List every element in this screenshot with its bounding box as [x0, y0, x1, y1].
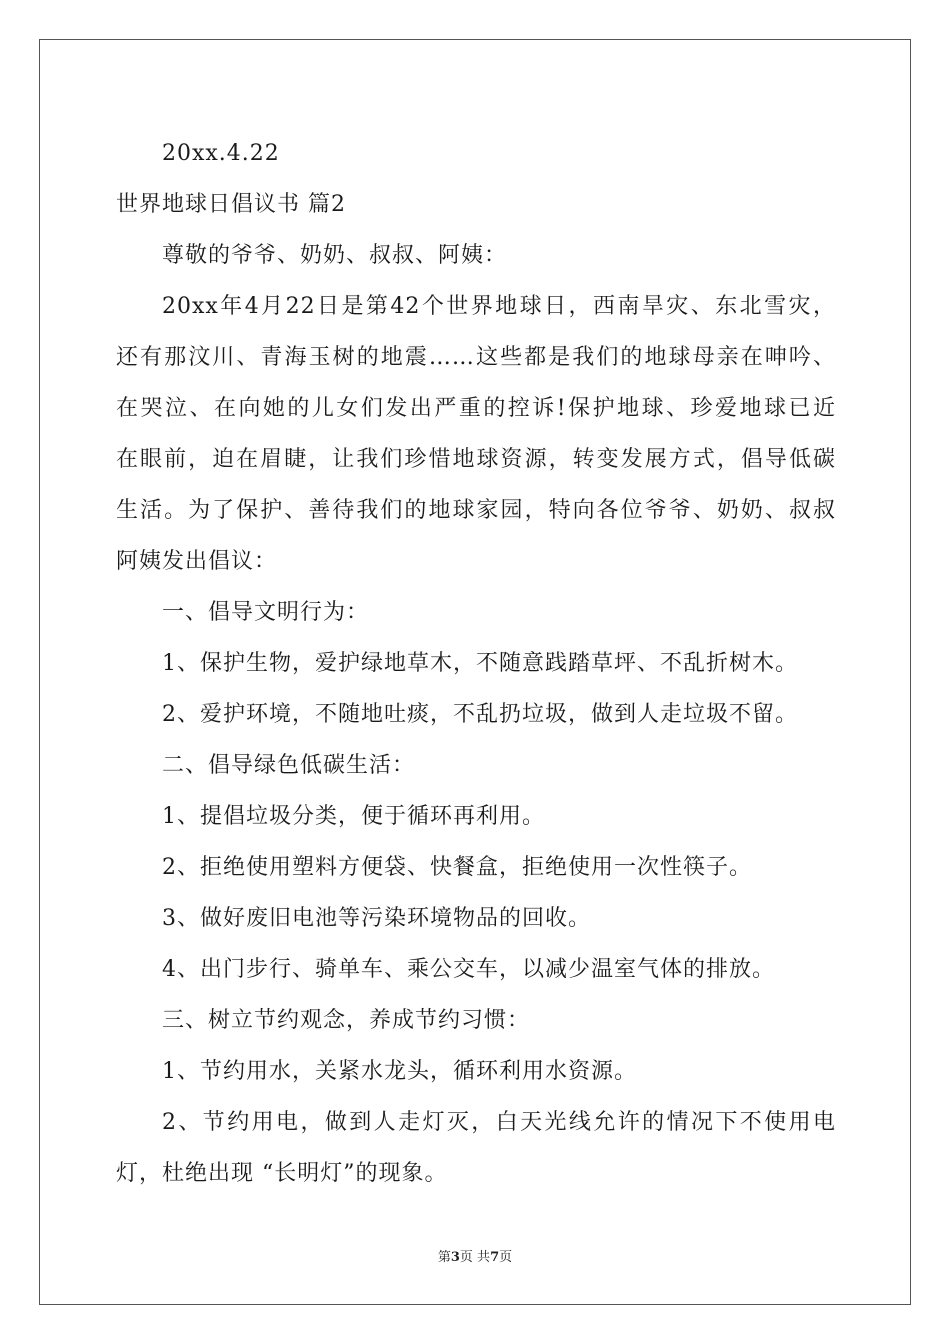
text-line: 灯，杜绝出现 “长明灯”的现象。: [116, 1161, 448, 1186]
text-line: 2、节约用电，做到人走灯灭，白天光线允许的情况下不使用电: [162, 1110, 836, 1135]
text-line: 1、保护生物，爱护绿地草木，不随意践踏草坪、不乱折树木。: [162, 651, 798, 676]
text-line: 1、提倡垃圾分类，便于循环再利用。: [162, 804, 545, 829]
footer-suffix: 页: [499, 1250, 513, 1265]
text-line: 20xx.4.22: [162, 141, 280, 166]
footer-prefix: 第: [437, 1250, 451, 1265]
text-line: 2、爱护环境，不随地吐痰，不乱扔垃圾，做到人走垃圾不留。: [162, 702, 798, 727]
current-page-number: 3: [450, 1250, 460, 1265]
text-line: 20xx年4月22日是第42个世界地球日，西南旱灾、东北雪灾，: [162, 294, 836, 319]
text-line: 还有那汶川、青海玉树的地震……这些都是我们的地球母亲在呻吟、: [116, 345, 836, 370]
text-line: 阿姨发出倡议：: [116, 549, 278, 574]
text-line: 4、出门步行、骑单车、乘公交车，以减少温室气体的排放。: [162, 957, 775, 982]
total-pages-number: 7: [490, 1250, 500, 1265]
text-line: 生活。为了保护、善待我们的地球家园，特向各位爷爷、奶奶、叔叔: [116, 498, 836, 523]
text-line: 在眼前，迫在眉睫，让我们珍惜地球资源，转变发展方式，倡导低碳: [116, 447, 836, 472]
footer-middle: 页 共: [459, 1250, 491, 1265]
text-line: 3、做好废旧电池等污染环境物品的回收。: [162, 906, 591, 931]
text-line: 三、树立节约观念，养成节约习惯：: [162, 1008, 531, 1033]
text-line: 一、倡导文明行为：: [162, 600, 370, 625]
page-footer: [0, 1246, 950, 1265]
text-line: 在哭泣、在向她的儿女们发出严重的控诉!保护地球、珍爱地球已近: [116, 396, 836, 421]
text-line: 1、节约用水，关紧水龙头，循环利用水资源。: [162, 1059, 637, 1084]
text-line: 二、倡导绿色低碳生活：: [162, 753, 416, 778]
text-line: 2、拒绝使用塑料方便袋、快餐盒，拒绝使用一次性筷子。: [162, 855, 752, 880]
text-line: 尊敬的爷爷、奶奶、叔叔、阿姨：: [162, 243, 508, 268]
text-line: 世界地球日倡议书 篇2: [116, 192, 346, 217]
document-body: [116, 128, 836, 1199]
